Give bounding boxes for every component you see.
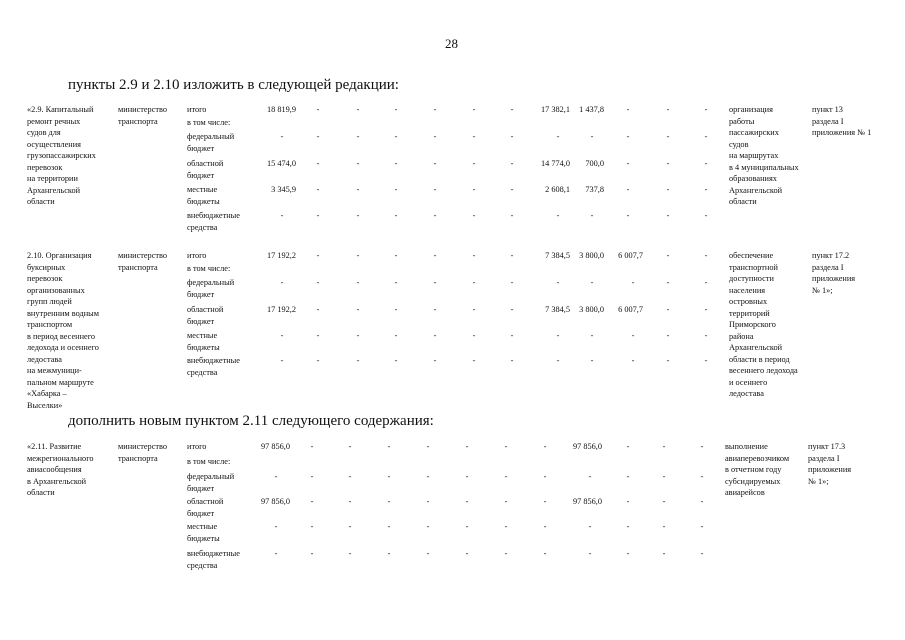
empty-cell: - bbox=[556, 356, 560, 365]
expected-result: выполнение авиаперевозчиком в отчетном году субсидируемых авиарейсов bbox=[725, 442, 790, 497]
empty-cell: - bbox=[704, 105, 708, 114]
empty-cell: - bbox=[662, 442, 666, 451]
funding-source-label: внебюджетные средства bbox=[187, 549, 240, 570]
empty-cell: - bbox=[433, 305, 437, 314]
empty-cell: - bbox=[387, 522, 391, 531]
empty-cell: - bbox=[543, 522, 547, 531]
empty-cell: - bbox=[316, 331, 320, 340]
empty-cell: - bbox=[472, 132, 476, 141]
empty-cell: - bbox=[426, 472, 430, 481]
empty-cell: - bbox=[700, 549, 704, 558]
empty-cell: - bbox=[394, 211, 398, 220]
empty-cell: - bbox=[626, 549, 630, 558]
page-number: 28 bbox=[445, 36, 458, 51]
funding-source-label: итого bbox=[187, 251, 207, 260]
expected-result: организация работы пассажирских судов на маршрутах в 4 муниципальных образованиях Архангельской области bbox=[729, 105, 799, 206]
empty-cell: - bbox=[662, 472, 666, 481]
section-heading-edit: пункты 2.9 и 2.10 изложить в следующей редакции: bbox=[68, 77, 399, 93]
empty-cell: - bbox=[662, 522, 666, 531]
empty-cell: - bbox=[626, 185, 630, 194]
empty-cell: - bbox=[510, 305, 514, 314]
empty-cell: - bbox=[310, 522, 314, 531]
empty-cell: - bbox=[590, 278, 594, 287]
empty-cell: - bbox=[433, 132, 437, 141]
empty-cell: - bbox=[356, 132, 360, 141]
amount-total: 15 474,0 bbox=[266, 159, 296, 168]
empty-cell: - bbox=[394, 278, 398, 287]
amount-year: 6 007,7 bbox=[618, 305, 643, 314]
empty-cell: - bbox=[662, 497, 666, 506]
empty-cell: - bbox=[704, 278, 708, 287]
amount-total: 17 192,2 bbox=[266, 251, 296, 260]
empty-cell: - bbox=[510, 105, 514, 114]
funding-source-label: областной бюджет bbox=[187, 305, 224, 326]
empty-cell: - bbox=[426, 442, 430, 451]
empty-cell: - bbox=[472, 305, 476, 314]
empty-cell: - bbox=[394, 251, 398, 260]
empty-cell: - bbox=[543, 497, 547, 506]
amount-year: 3 800,0 bbox=[579, 251, 604, 260]
empty-cell: - bbox=[510, 356, 514, 365]
empty-cell: - bbox=[465, 549, 469, 558]
empty-cell: - bbox=[626, 472, 630, 481]
funding-source-label: местные бюджеты bbox=[187, 331, 220, 352]
empty-cell: - bbox=[433, 105, 437, 114]
funding-source-label: местные бюджеты bbox=[187, 185, 220, 206]
amount-total: 97 856,0 bbox=[260, 442, 290, 451]
empty-cell: - bbox=[510, 132, 514, 141]
empty-cell: - bbox=[348, 472, 352, 481]
empty-cell: - bbox=[433, 251, 437, 260]
empty-cell: - bbox=[348, 497, 352, 506]
empty-cell: - bbox=[387, 497, 391, 506]
empty-cell: - bbox=[626, 132, 630, 141]
empty-cell: - bbox=[704, 132, 708, 141]
empty-cell: - bbox=[510, 278, 514, 287]
amount-year: 14 774,0 bbox=[540, 159, 570, 168]
empty-cell: - bbox=[433, 278, 437, 287]
empty-cell: - bbox=[472, 331, 476, 340]
amount-year: 2 608,1 bbox=[545, 185, 570, 194]
empty-cell: - bbox=[704, 185, 708, 194]
empty-cell: - bbox=[704, 305, 708, 314]
empty-cell: - bbox=[510, 159, 514, 168]
empty-cell: - bbox=[504, 442, 508, 451]
measure-name: «2.9. Капитальный ремонт речных судов для осуществления грузопассажирских перевозок на территории Архангельской области bbox=[27, 105, 96, 206]
empty-cell: - bbox=[472, 105, 476, 114]
empty-cell: - bbox=[588, 522, 592, 531]
empty-cell: - bbox=[504, 497, 508, 506]
amount-year: 3 800,0 bbox=[579, 305, 604, 314]
empty-cell: - bbox=[666, 185, 670, 194]
empty-cell: - bbox=[626, 522, 630, 531]
indicator-reference: пункт 17.3 раздела I приложения № 1»; bbox=[808, 442, 852, 486]
empty-cell: - bbox=[310, 442, 314, 451]
empty-cell: - bbox=[280, 132, 284, 141]
executor: министерство транспорта bbox=[118, 251, 168, 272]
empty-cell: - bbox=[280, 356, 284, 365]
empty-cell: - bbox=[662, 549, 666, 558]
amount-year: 7 384,5 bbox=[545, 251, 570, 260]
empty-cell: - bbox=[316, 211, 320, 220]
funding-source-label: внебюджетные средства bbox=[187, 211, 240, 232]
empty-cell: - bbox=[700, 497, 704, 506]
empty-cell: - bbox=[310, 549, 314, 558]
empty-cell: - bbox=[472, 211, 476, 220]
empty-cell: - bbox=[316, 159, 320, 168]
empty-cell: - bbox=[316, 185, 320, 194]
empty-cell: - bbox=[394, 305, 398, 314]
empty-cell: - bbox=[504, 522, 508, 531]
empty-cell: - bbox=[316, 251, 320, 260]
empty-cell: - bbox=[356, 331, 360, 340]
empty-cell: - bbox=[510, 185, 514, 194]
empty-cell: - bbox=[510, 251, 514, 260]
empty-cell: - bbox=[666, 278, 670, 287]
empty-cell: - bbox=[704, 251, 708, 260]
empty-cell: - bbox=[274, 522, 278, 531]
expected-result: обеспечение транспортной доступности населения островных территорий Приморского района Архангельской области в период весеннего ледохода и осеннего ледостава bbox=[729, 251, 798, 398]
empty-cell: - bbox=[348, 522, 352, 531]
amount-year: 17 382,1 bbox=[540, 105, 570, 114]
empty-cell: - bbox=[426, 497, 430, 506]
empty-cell: - bbox=[356, 105, 360, 114]
empty-cell: - bbox=[588, 549, 592, 558]
empty-cell: - bbox=[356, 251, 360, 260]
funding-source-label: федеральный бюджет bbox=[187, 278, 235, 299]
funding-source-label: в том числе: bbox=[187, 457, 231, 466]
empty-cell: - bbox=[666, 356, 670, 365]
empty-cell: - bbox=[356, 278, 360, 287]
funding-source-label: в том числе: bbox=[187, 264, 231, 273]
empty-cell: - bbox=[472, 159, 476, 168]
empty-cell: - bbox=[348, 442, 352, 451]
empty-cell: - bbox=[426, 549, 430, 558]
empty-cell: - bbox=[394, 356, 398, 365]
funding-source-label: федеральный бюджет bbox=[187, 132, 235, 153]
empty-cell: - bbox=[510, 211, 514, 220]
empty-cell: - bbox=[626, 442, 630, 451]
empty-cell: - bbox=[700, 472, 704, 481]
empty-cell: - bbox=[704, 159, 708, 168]
empty-cell: - bbox=[666, 132, 670, 141]
empty-cell: - bbox=[504, 472, 508, 481]
empty-cell: - bbox=[504, 549, 508, 558]
executor: министерство транспорта bbox=[118, 442, 168, 463]
empty-cell: - bbox=[274, 472, 278, 481]
amount-year: 7 384,5 bbox=[545, 305, 570, 314]
indicator-reference: пункт 13 раздела I приложения № 1 bbox=[812, 105, 872, 137]
amount-year: 97 856,0 bbox=[572, 497, 602, 506]
empty-cell: - bbox=[631, 331, 635, 340]
empty-cell: - bbox=[700, 442, 704, 451]
empty-cell: - bbox=[316, 105, 320, 114]
funding-source-label: местные бюджеты bbox=[187, 522, 220, 543]
empty-cell: - bbox=[666, 331, 670, 340]
empty-cell: - bbox=[666, 105, 670, 114]
empty-cell: - bbox=[356, 185, 360, 194]
empty-cell: - bbox=[590, 356, 594, 365]
amount-total: 17 192,2 bbox=[266, 305, 296, 314]
empty-cell: - bbox=[626, 497, 630, 506]
empty-cell: - bbox=[316, 132, 320, 141]
empty-cell: - bbox=[433, 185, 437, 194]
section-heading-add: дополнить новым пунктом 2.11 следующего содержания: bbox=[68, 413, 434, 429]
empty-cell: - bbox=[310, 497, 314, 506]
funding-source-label: внебюджетные средства bbox=[187, 356, 240, 377]
empty-cell: - bbox=[348, 549, 352, 558]
empty-cell: - bbox=[472, 251, 476, 260]
empty-cell: - bbox=[356, 305, 360, 314]
empty-cell: - bbox=[433, 159, 437, 168]
empty-cell: - bbox=[394, 132, 398, 141]
measure-name: 2.10. Организация буксирных перевозок организованных групп людей внутренним водным транспортом в период весеннего ледохода и осеннего ледостава на межмуници- пальном маршруте «Хабарка – Выселки» bbox=[27, 251, 99, 410]
empty-cell: - bbox=[472, 356, 476, 365]
empty-cell: - bbox=[556, 331, 560, 340]
measure-name: «2.11. Развитие межрегионального авиасообщения в Архангельской области bbox=[27, 442, 94, 497]
empty-cell: - bbox=[472, 278, 476, 287]
empty-cell: - bbox=[556, 211, 560, 220]
empty-cell: - bbox=[590, 331, 594, 340]
funding-source-label: итого bbox=[187, 105, 207, 114]
empty-cell: - bbox=[626, 159, 630, 168]
empty-cell: - bbox=[590, 211, 594, 220]
amount-year: 97 856,0 bbox=[572, 442, 602, 451]
empty-cell: - bbox=[700, 522, 704, 531]
empty-cell: - bbox=[394, 331, 398, 340]
empty-cell: - bbox=[666, 305, 670, 314]
amount-year: 700,0 bbox=[585, 159, 604, 168]
empty-cell: - bbox=[316, 278, 320, 287]
empty-cell: - bbox=[387, 442, 391, 451]
empty-cell: - bbox=[310, 472, 314, 481]
empty-cell: - bbox=[631, 278, 635, 287]
empty-cell: - bbox=[465, 442, 469, 451]
empty-cell: - bbox=[387, 472, 391, 481]
empty-cell: - bbox=[472, 185, 476, 194]
empty-cell: - bbox=[316, 305, 320, 314]
empty-cell: - bbox=[465, 497, 469, 506]
empty-cell: - bbox=[704, 211, 708, 220]
empty-cell: - bbox=[543, 472, 547, 481]
empty-cell: - bbox=[556, 132, 560, 141]
empty-cell: - bbox=[394, 159, 398, 168]
empty-cell: - bbox=[280, 278, 284, 287]
funding-source-label: областной бюджет bbox=[187, 159, 224, 180]
empty-cell: - bbox=[433, 331, 437, 340]
empty-cell: - bbox=[465, 472, 469, 481]
amount-year: 6 007,7 bbox=[618, 251, 643, 260]
empty-cell: - bbox=[394, 105, 398, 114]
empty-cell: - bbox=[280, 211, 284, 220]
empty-cell: - bbox=[588, 472, 592, 481]
empty-cell: - bbox=[356, 159, 360, 168]
empty-cell: - bbox=[704, 331, 708, 340]
indicator-reference: пункт 17.2 раздела I приложения № 1»; bbox=[812, 251, 856, 295]
empty-cell: - bbox=[631, 356, 635, 365]
empty-cell: - bbox=[666, 211, 670, 220]
empty-cell: - bbox=[543, 442, 547, 451]
empty-cell: - bbox=[274, 549, 278, 558]
empty-cell: - bbox=[666, 159, 670, 168]
executor: министерство транспорта bbox=[118, 105, 168, 126]
empty-cell: - bbox=[426, 522, 430, 531]
empty-cell: - bbox=[704, 356, 708, 365]
amount-year: 1 437,8 bbox=[579, 105, 604, 114]
amount-total: 97 856,0 bbox=[260, 497, 290, 506]
empty-cell: - bbox=[590, 132, 594, 141]
empty-cell: - bbox=[433, 356, 437, 365]
empty-cell: - bbox=[543, 549, 547, 558]
empty-cell: - bbox=[356, 211, 360, 220]
empty-cell: - bbox=[465, 522, 469, 531]
empty-cell: - bbox=[356, 356, 360, 365]
empty-cell: - bbox=[316, 356, 320, 365]
empty-cell: - bbox=[394, 185, 398, 194]
empty-cell: - bbox=[387, 549, 391, 558]
empty-cell: - bbox=[626, 105, 630, 114]
funding-source-label: итого bbox=[187, 442, 207, 451]
funding-source-label: областной бюджет bbox=[187, 497, 224, 518]
empty-cell: - bbox=[510, 331, 514, 340]
empty-cell: - bbox=[556, 278, 560, 287]
empty-cell: - bbox=[433, 211, 437, 220]
amount-total: 18 819,9 bbox=[266, 105, 296, 114]
empty-cell: - bbox=[626, 211, 630, 220]
empty-cell: - bbox=[280, 331, 284, 340]
amount-year: 737,8 bbox=[585, 185, 604, 194]
funding-source-label: федеральный бюджет bbox=[187, 472, 235, 493]
amount-total: 3 345,9 bbox=[271, 185, 296, 194]
funding-source-label: в том числе: bbox=[187, 118, 231, 127]
empty-cell: - bbox=[666, 251, 670, 260]
